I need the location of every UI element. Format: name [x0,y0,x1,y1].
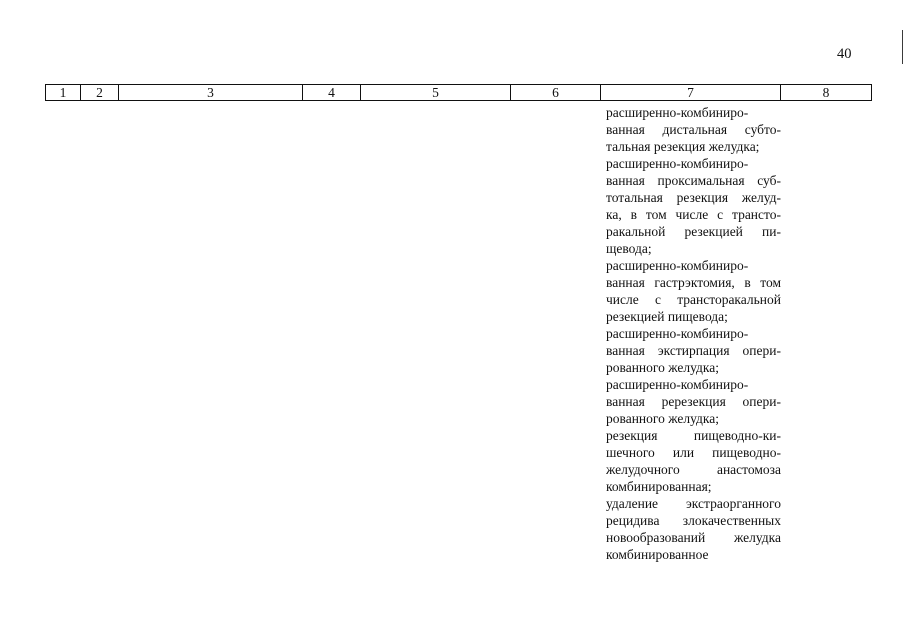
column-7-text-line: расширенно-комбиниро- [606,258,749,273]
column-7-text-line: рованного желудка; [606,411,719,426]
column-7-text-line: ванная дистальная субто- [606,122,781,137]
column-7-text-line: расширенно-комбиниро- [606,377,749,392]
column-7-text-line: желудочного анастомоза [606,462,781,477]
column-7-text-line: расширенно-комбиниро- [606,156,749,171]
column-header-1: 1 [46,85,81,101]
scan-edge-line [902,30,903,64]
column-7-text-line: резекцией пищевода; [606,309,728,324]
column-7-text-line: ванная гастрэктомия, в том [606,275,781,290]
column-header-5: 5 [361,85,511,101]
column-7-text-line: новообразований желудка [606,530,781,545]
column-7-text-line: резекция пищеводно-ки- [606,428,781,443]
column-7-text-line: шечного или пищеводно- [606,445,781,460]
column-7-text-line: рованного желудка; [606,360,719,375]
page-number: 40 [837,46,852,62]
column-7-text-line: тотальная резекция желуд- [606,190,781,205]
column-header-4: 4 [303,85,361,101]
column-header-7: 7 [601,85,781,101]
column-7-text-line: числе с трансторакальной [606,292,781,307]
column-7-text-line: щевода; [606,241,652,256]
column-7-text-line: расширенно-комбиниро- [606,105,749,120]
column-7-text-block [606,104,781,563]
column-header-6: 6 [511,85,601,101]
column-7-text-line: комбинированная; [606,479,712,494]
column-7-text-line: ванная ререзекция опери- [606,394,781,409]
column-7-text-line: ванная проксимальная суб- [606,173,781,188]
column-7-text-line: удаление экстраорганного [606,496,781,511]
column-header-2: 2 [81,85,119,101]
column-7-text-line: расширенно-комбиниро- [606,326,749,341]
column-7-text-line: рецидива злокачественных [606,513,781,528]
column-header-8: 8 [781,85,872,101]
column-7-text-line: комбинированное [606,547,709,562]
column-7-text-line: ванная экстирпация опери- [606,343,781,358]
table-header-row [45,84,872,101]
column-header-3: 3 [119,85,303,101]
column-7-text-line: ракальной резекцией пи- [606,224,781,239]
column-7-text-line: тальная резекция желудка; [606,139,760,154]
column-7-text-line: ка, в том числе с трансто- [606,207,781,222]
